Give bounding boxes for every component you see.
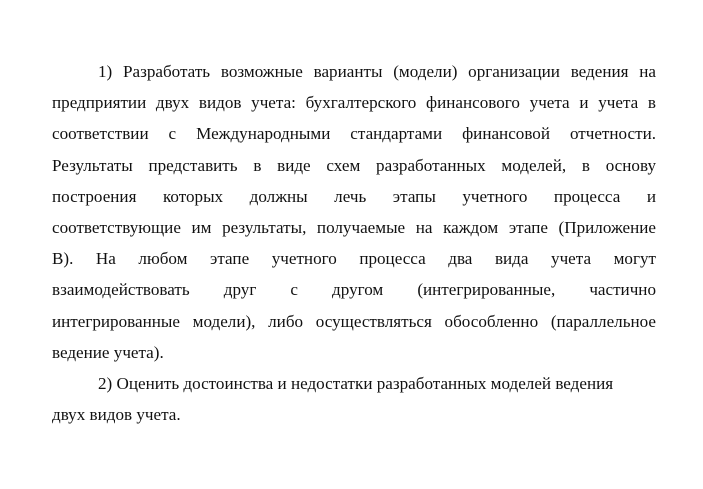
paragraph-line: Результаты представить в виде схем разработанных моделей, в основу (52, 155, 656, 175)
paragraph-line: предприятии двух видов учета: бухгалтерского финансового учета и учета в (52, 93, 656, 113)
paragraph-line: 2) Оценить достоинства и недостатки разработанных моделей ведения (98, 373, 614, 393)
paragraph-line: 1) Разработать возможные варианты (модели) организации ведения на (98, 62, 656, 81)
paragraph-line: ведение учета). (52, 342, 164, 362)
paragraph-line: построения которых должны лечь этапы учетного процесса и (52, 186, 656, 206)
paragraph-2 (52, 368, 656, 430)
paragraph-line: В). На любом этапе учетного процесса два вида учета могут (52, 249, 656, 269)
paragraph-line: интегрированные модели), либо осуществляться обособленно (параллельное (52, 311, 656, 331)
paragraph-line: взаимодействовать друг с другом (интегрированные, частично (52, 280, 656, 300)
document-text (52, 56, 656, 430)
paragraph-line: двух видов учета. (52, 405, 181, 425)
paragraph-line: соответствии с Международными стандартами финансовой отчетности. (52, 124, 656, 144)
paragraph-1 (52, 56, 656, 368)
paragraph-line: соответствующие им результаты, получаемые на каждом этапе (Приложение (52, 217, 656, 237)
